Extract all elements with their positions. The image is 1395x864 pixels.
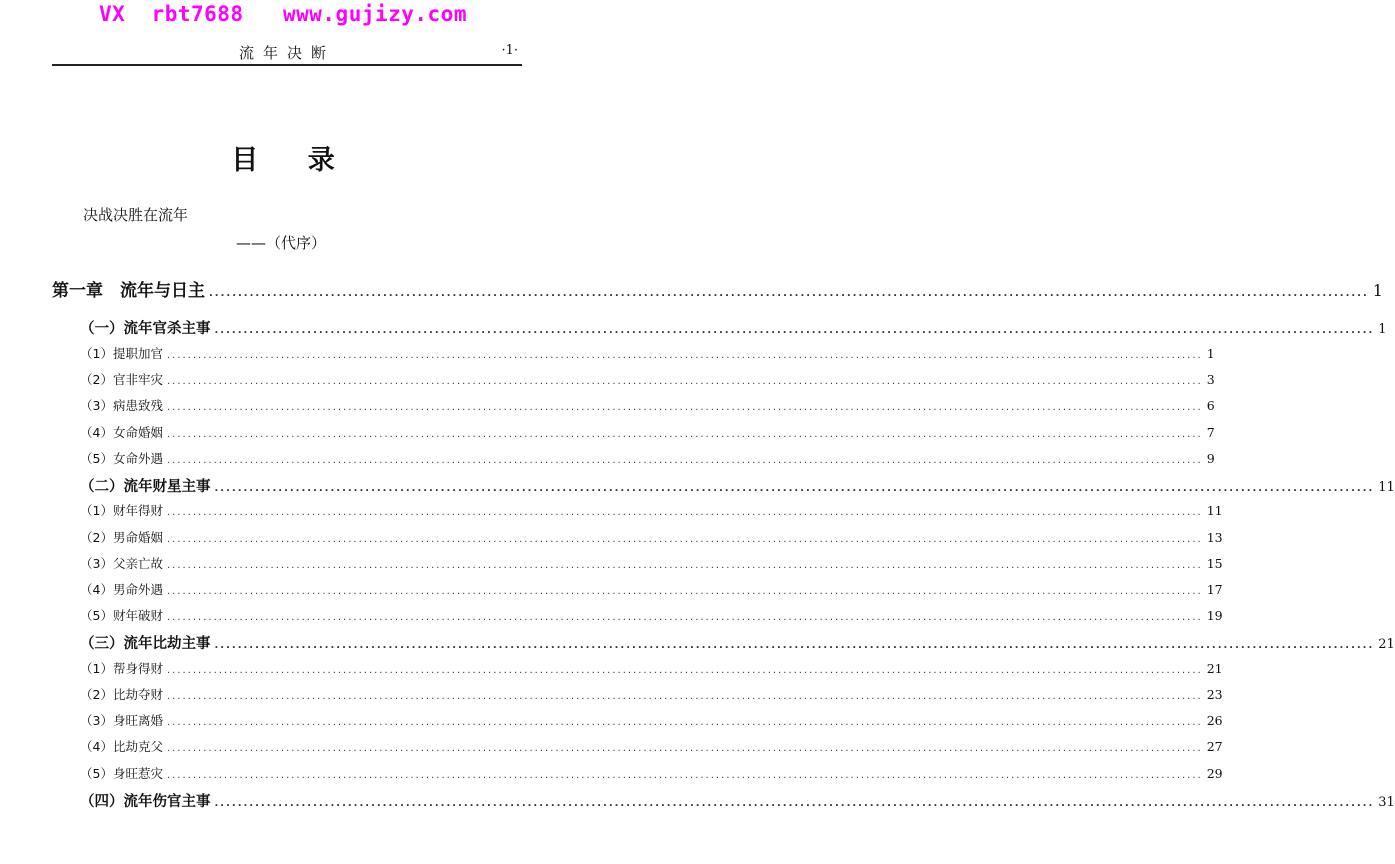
toc-item-entry[interactable] xyxy=(80,370,1215,388)
toc-entry-label: （一）流年官杀主事 xyxy=(80,321,211,337)
toc-entry-page: 15 xyxy=(1206,556,1223,571)
toc-section-entry[interactable] xyxy=(80,317,1387,338)
toc-item-entry[interactable] xyxy=(80,659,1223,677)
leader-dots: ........................................................................................................................................................................................................ xyxy=(214,640,1375,651)
preface-title: 决战决胜在流年 xyxy=(83,206,189,224)
toc-entry-page: 21 xyxy=(1206,661,1223,676)
toc-entry-label: （5）女命外遇 xyxy=(80,451,163,466)
toc-entry-page: 19 xyxy=(1206,608,1223,623)
toc-entry-label: （二）流年财星主事 xyxy=(80,479,211,495)
toc-entry-page: 9 xyxy=(1206,451,1215,466)
toc-item-entry[interactable] xyxy=(80,711,1223,729)
toc-entry-page: 6 xyxy=(1206,398,1215,413)
leader-dots: ........................................................................................................................................................................................................ xyxy=(166,717,1203,728)
toc-item-entry[interactable] xyxy=(80,580,1223,598)
toc-chapter-entry[interactable] xyxy=(52,276,1383,301)
toc-entry-label: （3）父亲亡故 xyxy=(80,556,163,571)
leader-dots: ........................................................................................................................................................................................................ xyxy=(166,691,1203,702)
toc-entry-page: 29 xyxy=(1206,766,1223,781)
leader-dots: ........................................................................................................................................................................................................ xyxy=(214,325,1375,336)
toc-item-entry[interactable] xyxy=(80,396,1215,414)
toc-entry-label: （2）男命婚姻 xyxy=(80,530,163,545)
toc-entry-label: （1）提职加官 xyxy=(80,346,163,361)
toc-entry-label: （4）男命外遇 xyxy=(80,582,163,597)
toc-entry-page: 26 xyxy=(1206,713,1223,728)
watermark-text: VX rbt7688 www.gujizy.com xyxy=(98,2,467,26)
toc-entry-page: 1 xyxy=(1206,346,1215,361)
toc-entry-page: 21 xyxy=(1378,637,1395,652)
toc-entry-page: 11 xyxy=(1378,480,1395,495)
leader-dots: ........................................................................................................................................................................................................ xyxy=(166,534,1203,545)
running-header xyxy=(52,40,522,66)
toc-entry-label: （4）比劫克父 xyxy=(80,739,163,754)
toc-item-entry[interactable] xyxy=(80,737,1223,755)
toc-section-entry[interactable] xyxy=(80,475,1395,496)
leader-dots: ........................................................................................................................................................................................................ xyxy=(166,560,1203,571)
toc-section-entry[interactable] xyxy=(80,632,1395,653)
leader-dots: ........................................................................................................................................................................................................ xyxy=(166,743,1203,754)
toc-entry-page: 7 xyxy=(1206,425,1215,440)
toc-entry-label: （四）流年伤官主事 xyxy=(80,794,211,810)
toc-entry-label: （1）帮身得财 xyxy=(80,661,163,676)
leader-dots: ........................................................................................................................................................................................................ xyxy=(214,798,1375,809)
toc-entry-page: 17 xyxy=(1206,582,1223,597)
toc-item-entry[interactable] xyxy=(80,528,1223,546)
toc-entry-label: （5）财年破财 xyxy=(80,608,163,623)
page-number: ·1· xyxy=(501,43,518,58)
toc-entry-label: （3）病患致残 xyxy=(80,398,163,413)
toc-section-entry[interactable] xyxy=(80,790,1395,811)
leader-dots: ........................................................................................................................................................................................................ xyxy=(166,586,1203,597)
toc-entry-page: 1 xyxy=(1378,322,1387,337)
toc-entry-page: 13 xyxy=(1206,530,1223,545)
toc-item-entry[interactable] xyxy=(80,685,1223,703)
toc-entry-label: （2）比劫夺财 xyxy=(80,687,163,702)
leader-dots: ........................................................................................................................................................................................................ xyxy=(166,429,1203,440)
leader-dots: ........................................................................................................................................................................................................ xyxy=(166,455,1203,466)
toc-title: 目 录 xyxy=(231,145,335,176)
toc-entry-page: 27 xyxy=(1206,739,1223,754)
toc-entry-label: （2）官非牢灾 xyxy=(80,372,163,387)
toc-entry-page: 1 xyxy=(1372,281,1383,300)
leader-dots: ........................................................................................................................................................................................................ xyxy=(209,288,1369,299)
toc-entry-label: 第一章 流年与日主 xyxy=(52,281,205,301)
toc-entry-page: 23 xyxy=(1206,687,1223,702)
leader-dots: ........................................................................................................................................................................................................ xyxy=(166,350,1203,361)
leader-dots: ........................................................................................................................................................................................................ xyxy=(166,376,1203,387)
leader-dots: ........................................................................................................................................................................................................ xyxy=(166,507,1203,518)
leader-dots: ........................................................................................................................................................................................................ xyxy=(166,770,1203,781)
leader-dots: ........................................................................................................................................................................................................ xyxy=(166,612,1203,623)
toc-entry-label: （5）身旺惹灾 xyxy=(80,766,163,781)
toc-item-entry[interactable] xyxy=(80,554,1223,572)
toc-entry-label: （1）财年得财 xyxy=(80,503,163,518)
toc-entry-page: 11 xyxy=(1206,503,1223,518)
leader-dots: ........................................................................................................................................................................................................ xyxy=(166,402,1203,413)
running-title: 流年决断 xyxy=(238,44,335,62)
leader-dots: ........................................................................................................................................................................................................ xyxy=(214,483,1375,494)
toc-item-entry[interactable] xyxy=(80,449,1215,467)
preface-subtitle: ——（代序） xyxy=(236,234,327,252)
toc-item-entry[interactable] xyxy=(80,423,1215,441)
toc-entry-page: 3 xyxy=(1206,372,1215,387)
toc-entry-page: 31 xyxy=(1378,795,1395,810)
toc-item-entry[interactable] xyxy=(80,606,1223,624)
toc-entry-label: （4）女命婚姻 xyxy=(80,425,163,440)
toc-item-entry[interactable] xyxy=(80,764,1223,782)
toc-entry-label: （3）身旺离婚 xyxy=(80,713,163,728)
toc-item-entry[interactable] xyxy=(80,501,1223,519)
toc-item-entry[interactable] xyxy=(80,344,1215,362)
toc-entry-label: （三）流年比劫主事 xyxy=(80,636,211,652)
leader-dots: ........................................................................................................................................................................................................ xyxy=(166,665,1203,676)
